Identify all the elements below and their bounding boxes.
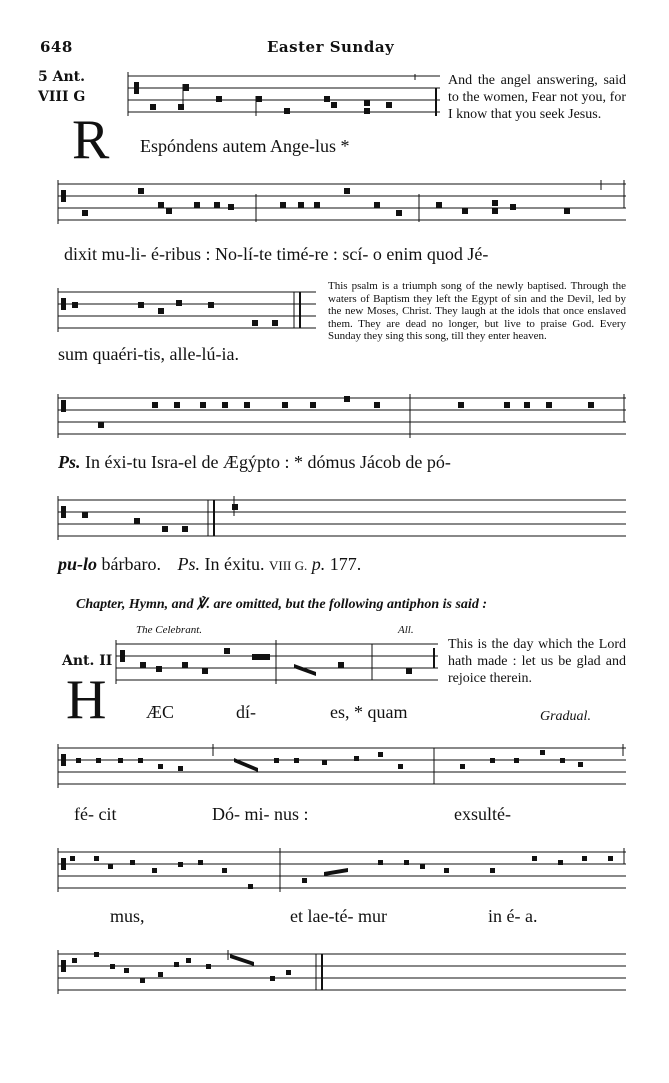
psalm-ref-page: 177. (329, 554, 362, 574)
psalm-ref-abbr: Ps. (177, 554, 200, 574)
lyric-syllable: dí- (236, 702, 256, 722)
psalm-italic-word: pu-lo (58, 554, 98, 574)
all-label: All. (398, 624, 414, 636)
music-staff (58, 180, 626, 230)
music-staff (128, 72, 440, 122)
lyric-syllable: ÆC (146, 702, 175, 722)
lyric-syllable: Dó- mi- nus : (212, 804, 309, 824)
drop-initial: R (72, 109, 110, 171)
mode-label: Ant. II (62, 653, 113, 669)
music-staff (58, 496, 626, 540)
translation: This is the day which the Lord hath made : let us be glad and rejoice therein. (448, 637, 626, 686)
psalm-line-2 (58, 554, 361, 575)
lyric-syllable: fé- cit (74, 804, 117, 824)
psalm-text: In éxi-tu Isra-el de Ægýpto : * dómus Jácob de pó- (85, 452, 451, 472)
rubric: Chapter, Hymn, and ℣. are omitted, but the following antiphon is said : (76, 597, 487, 612)
lyrics-line: Espóndens autem Ange-lus * (140, 136, 350, 156)
psalm-abbr: Ps. (58, 452, 81, 472)
music-staff (58, 848, 626, 896)
lyric-syllable: et lae-té- mur (290, 906, 387, 926)
psalm-line (58, 452, 451, 473)
lyric-syllable: es, * quam (330, 702, 408, 722)
music-staff (116, 640, 438, 688)
mode-label: 5 Ant. (38, 69, 85, 85)
psalm-ref-text: In éxitu. (204, 554, 265, 574)
lyric-syllable: exsulté- (454, 804, 511, 824)
music-staff (58, 744, 626, 790)
mode-label-2: VIII G (38, 89, 86, 105)
music-staff (58, 394, 626, 438)
psalm-ref-page-abbr: p. (311, 554, 326, 574)
psalm-note: This psalm is a triumph song of the newly baptised. Through the waters of Baptism they left the Egypt of sin and the Devil, led by the new Moses, Christ. They laugh at the idols that once enslaved them. They are dead no longer, but live to praise God. Every Sunday they sing this song, till they enter heaven. (328, 280, 626, 342)
lyrics-line: sum quaéri-tis, alle-lú-ia. (58, 344, 239, 364)
lyric-syllable: in é- a. (488, 906, 538, 926)
music-staff (58, 950, 626, 996)
page-title: Easter Sunday (267, 38, 395, 56)
gradual-label: Gradual. (540, 709, 591, 724)
psalm-word: bárbaro. (101, 554, 161, 574)
lyrics-line: dixit mu-li- é-ribus : No-lí-te timé-re : scí- o enim quod Jé- (64, 244, 489, 264)
music-staff (58, 288, 316, 338)
lyric-syllable: mus, (110, 906, 145, 926)
translation: And the angel answering, said to the women, Fear not you, for I know that you seek Jesus. (448, 73, 626, 122)
celebrant-label: The Celebrant. (136, 624, 202, 636)
psalm-ref-mode: VIII G. (268, 558, 308, 573)
page-number: 648 (40, 38, 73, 56)
drop-initial: H (66, 669, 107, 731)
